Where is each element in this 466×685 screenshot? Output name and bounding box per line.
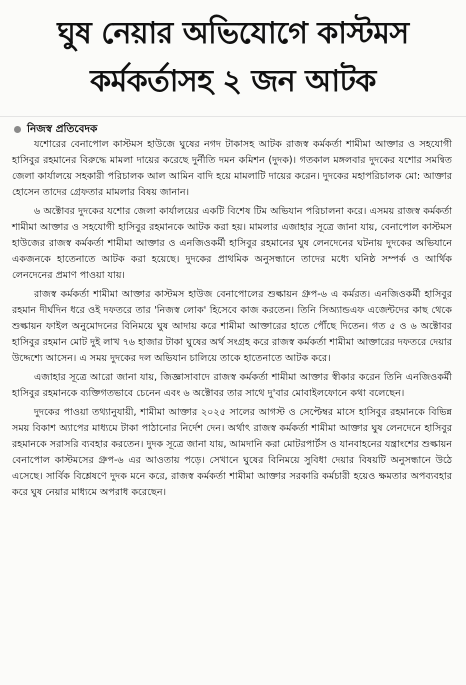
headline-line-2: কর্মকর্তাসহ ২ জন আটক (90, 64, 376, 99)
paragraph: দুদকের পাওয়া তথ্যানুযায়ী, শামীমা আক্তার ২০২৫ সালের আগস্ট ও সেপ্টেম্বর মাসে হাসিবুর রহমানকে বিভিন্ন সময় বিকাশ অ্যাপের মাধ্যমে টাকা পাঠানোর নির্দেশ দেন। অর্থাৎ রাজস্ব কর্মকর্তা শামীমা আক্তার ঘুষ লেনদেনে হাসিবুর রহমানকে সরাসরি ব্যবহার করতেন। দুদক সূত্রে জানা যায়, আমদানি করা মোটরপার্টস ও যানবাহনের যন্ত্রাংশের শুল্কায়ন বেনাপোল কাস্টমসের গ্রুপ-৬ এর আওতায় পড়ে। সেখানে ঘুষের বিনিময়ে সুবিধা দেয়ার বিষয়টি অনুসন্ধানে উঠে এসেছে। সার্বিক বিশ্লেষণে দুদক মনে করে, রাজস্ব কর্মকর্তা শামীমা আক্তার সরকারি কর্মচারী হয়েও ক্ষমতার অপব্যবহার করে ঘুষ নেয়ার মাধ্যমে অপরাধ করেছেন। (12, 407, 452, 498)
paragraph: এজাহার সূত্রে আরো জানা যায়, জিজ্ঞাসাবাদে রাজস্ব কর্মকর্তা শামীমা আক্তার স্বীকার করেন তিনি এনজিওকর্মী হাসিবুর রহমানকে ব্যক্তিগতভাবে চেনেন এবং ৬ অক্টোবর তার সাথে দু'বার মোবাইলফোনে কথা বলেছেন। (12, 372, 452, 399)
paragraph: রাজস্ব কর্মকর্তা শামীমা আক্তার কাস্টমস হাউজ বেনাপোলের শুল্কায়ন গ্রুপ-৬ এ কর্মরত। এনজিওকর্মী হাসিবুর রহমান দীর্ঘদিন ধরে ওই দফতরে তার 'নিজস্ব লোক' হিসেবে কাজ করতেন। তিনি সিঅ্যান্ডএফ এজেন্টদের কাছ থেকে শুল্কায়ন ফাইল অনুমোদনের বিনিময়ে ঘুষ আদায় করে শামীমা আক্তারের হাতে পৌঁছে দিতেন। গত ৫ ও ৬ অক্টোবর হাসিবুর রহমান মোট দুই লাখ ৭৬ হাজার টাকা ঘুষের অর্থ সংগ্রহ করে রাজস্ব কর্মকর্তা শামীমা আক্তারের দফতরে দেয়ার উদ্দেশ্যে আসেন। এ সময় দুদকের দল অভিযান চালিয়ে তাকে হাতেনাতে আটক করে। (12, 289, 452, 364)
article-body (12, 137, 452, 504)
paragraph: ৬ অক্টোবর দুদকের যশোর জেলা কার্যালয়ের একটি বিশেষ টিম অভিযান পরিচালনা করে। এসময় রাজস্ব কর্মকর্তা শামীমা আক্তার ও সহযোগী হাসিবুর রহমানকে আটক করা হয়। মামলার এজাহার সূত্রে জানা যায়, বেনাপোল কাস্টমস হাউজের রাজস্ব কর্মকর্তা শামীমা আক্তার ও এনজিওকর্মী হাসিবুর রহমানের ঘুষ লেনদেনের ঘটনায় দুদকের অভিযানে একজনকে হাতেনাতে আটক করা হয়েছে। দুদকের প্রাথমিক অনুসন্ধানে তাদের মধ্যে ঘনিষ্ঠ সম্পর্ক ও আর্থিক লেনদেনের প্রমাণ পাওয়া যায়। (12, 206, 452, 281)
divider (0, 116, 466, 117)
bullet-icon (14, 126, 21, 133)
headline-line-1: ঘুষ নেয়ার অভিযোগে কাস্টমস (57, 16, 409, 51)
byline-text: নিজস্ব প্রতিবেদক (27, 123, 98, 135)
paragraph: যশোরের বেনাপোল কাস্টমস হাউজে ঘুষের নগদ টাকাসহ আটক রাজস্ব কর্মকর্তা শামীমা আক্তার ও সহযোগী হাসিবুর রহমানের বিরুদ্ধে মামলা দায়ের করেছে দুর্নীতি দমন কমিশন (দুদক)। গতকাল মঙ্গলবার দুদকের যশোর সমন্বিত জেলা কার্যালয়ে সহকারী পরিচালক আল আমিন বাদি হয়ে মামলাটি দায়ের করেন। দুদকের মহাপরিচালক মো: আক্তার হোসেন তাদের গ্রেফতার মামলার বিষয় জানান। (12, 139, 452, 198)
byline (14, 122, 97, 136)
